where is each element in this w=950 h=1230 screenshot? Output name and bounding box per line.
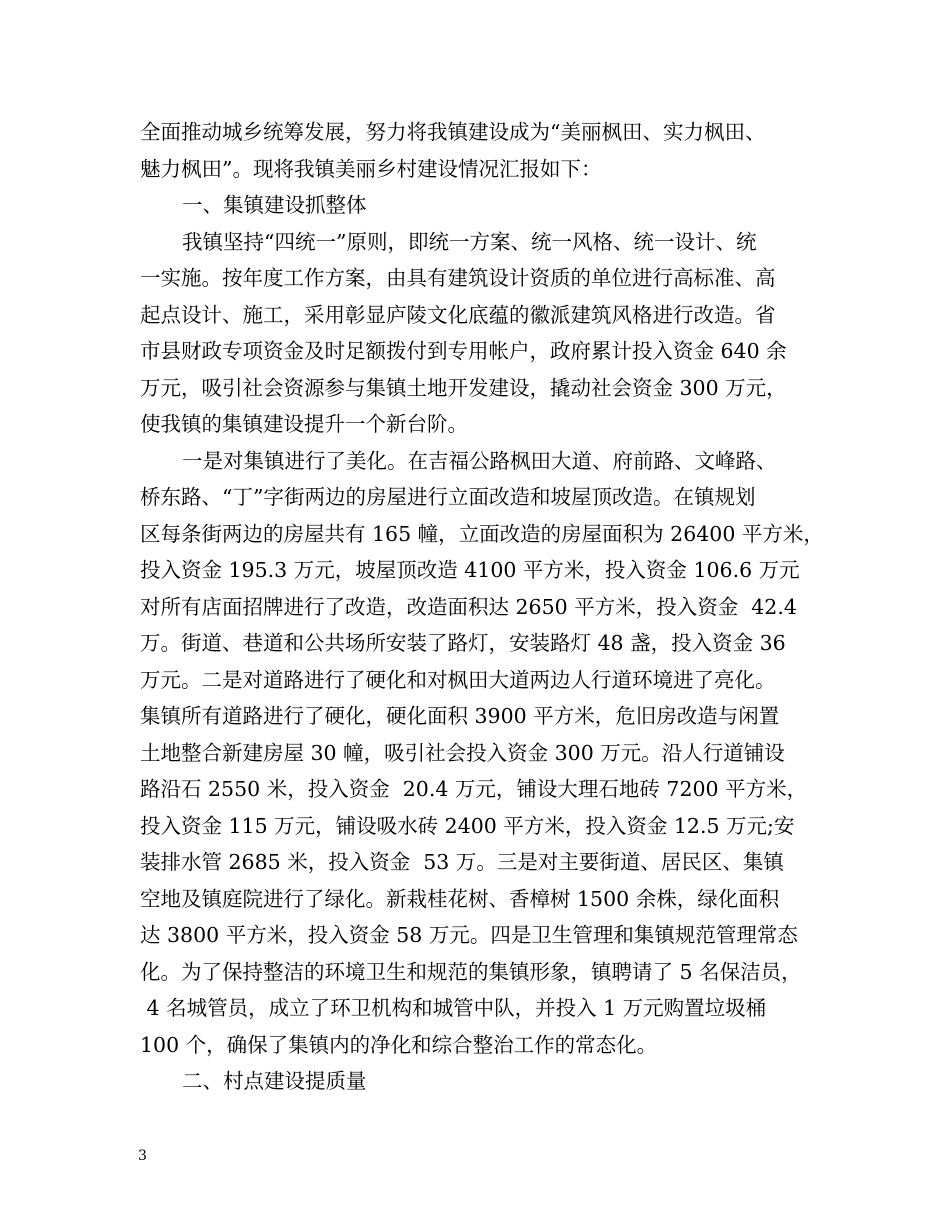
text-line: 投入资金 195.3 万元，坡屋顶改造 4100 平方米，投入资金 106.6 万元 xyxy=(140,558,800,582)
text-line: 起点设计、施工，采用彰显庐陵文化底蕴的徽派建筑风格进行改造。省 xyxy=(140,302,776,327)
text-line: 万元。二是对道路进行了硬化和对枫田大道两边人行道环境进了亮化。 xyxy=(140,667,776,692)
section-heading: 二、村点建设提质量 xyxy=(182,1069,367,1093)
text-line: 对所有店面招牌进行了改造，改造面积达 2650 平方米，投入资金 42.4 xyxy=(140,594,797,619)
text-line: 空地及镇庭院进行了绿化。新栽桂花树、香樟树 1500 余株，绿化面积 xyxy=(140,886,780,911)
text-line: 魅力枫田”。现将我镇美丽乡村建设情况汇报如下： xyxy=(140,156,602,181)
text-line: 桥东路、“丁”字街两边的房屋进行立面改造和坡屋顶改造。在镇规划 xyxy=(140,485,756,509)
text-line: 我镇坚持“四统一”原则，即统一方案、统一风格、统一设计、统 xyxy=(182,229,757,254)
text-line: 达 3800 平方米，投入资金 58 万元。四是卫生管理和集镇规范管理常态 xyxy=(140,923,798,947)
text-line: 集镇所有道路进行了硬化，硬化面积 3900 平方米，危旧房改造与闲置 xyxy=(140,704,780,728)
text-line: 万。街道、巷道和公共场所安装了路灯，安装路灯 48 盏，投入资金 36 xyxy=(140,631,786,655)
text-line: 4 名城管员，成立了环卫机构和城管中队，并投入 1 万元购置垃圾桶 xyxy=(140,996,767,1020)
text-line: 一是对集镇进行了美化。在吉福公路枫田大道、府前路、文峰路、 xyxy=(182,448,777,473)
text-line: 万元，吸引社会资源参与集镇土地开发建设，撬动社会资金 300 万元， xyxy=(140,375,787,400)
text-line: 化。为了保持整洁的环境卫生和规范的集镇形象，镇聘请了 5 名保洁员， xyxy=(140,959,802,984)
section-heading: 一、集镇建设抓整体 xyxy=(182,193,367,217)
text-line: 路沿石 2550 米，投入资金 20.4 万元，铺设大理石地砖 7200 平方米， xyxy=(140,777,808,801)
text-line: 土地整合新建房屋 30 幢，吸引社会投入资金 300 万元。沿人行道铺设 xyxy=(140,740,785,765)
text-line: 一实施。按年度工作方案，由具有建筑设计资质的单位进行高标准、高 xyxy=(140,266,776,290)
body-text xyxy=(140,114,824,1100)
text-line: 装排水管 2685 米，投入资金 53 万。三是对主要街道、居民区、集镇 xyxy=(140,850,784,874)
text-line: 100 个，确保了集镇内的净化和综合整治工作的常态化。 xyxy=(140,1032,658,1057)
text-line: 市县财政专项资金及时足额拨付到专用帐户，政府累计投入资金 640 余 xyxy=(140,339,787,363)
text-line: 使我镇的集镇建设提升一个新台阶。 xyxy=(140,412,468,436)
page-number: 3 xyxy=(138,1148,147,1164)
text-line: 投入资金 115 万元，铺设吸水砖 2400 平方米，投入资金 12.5 万元;安 xyxy=(140,813,795,838)
text-line: 全面推动城乡统筹发展，努力将我镇建设成为“美丽枫田、实力枫田、 xyxy=(140,120,766,144)
text-line: 区每条街两边的房屋共有 165 幢，立面改造的房屋面积为 26400 平方米， xyxy=(140,521,824,546)
